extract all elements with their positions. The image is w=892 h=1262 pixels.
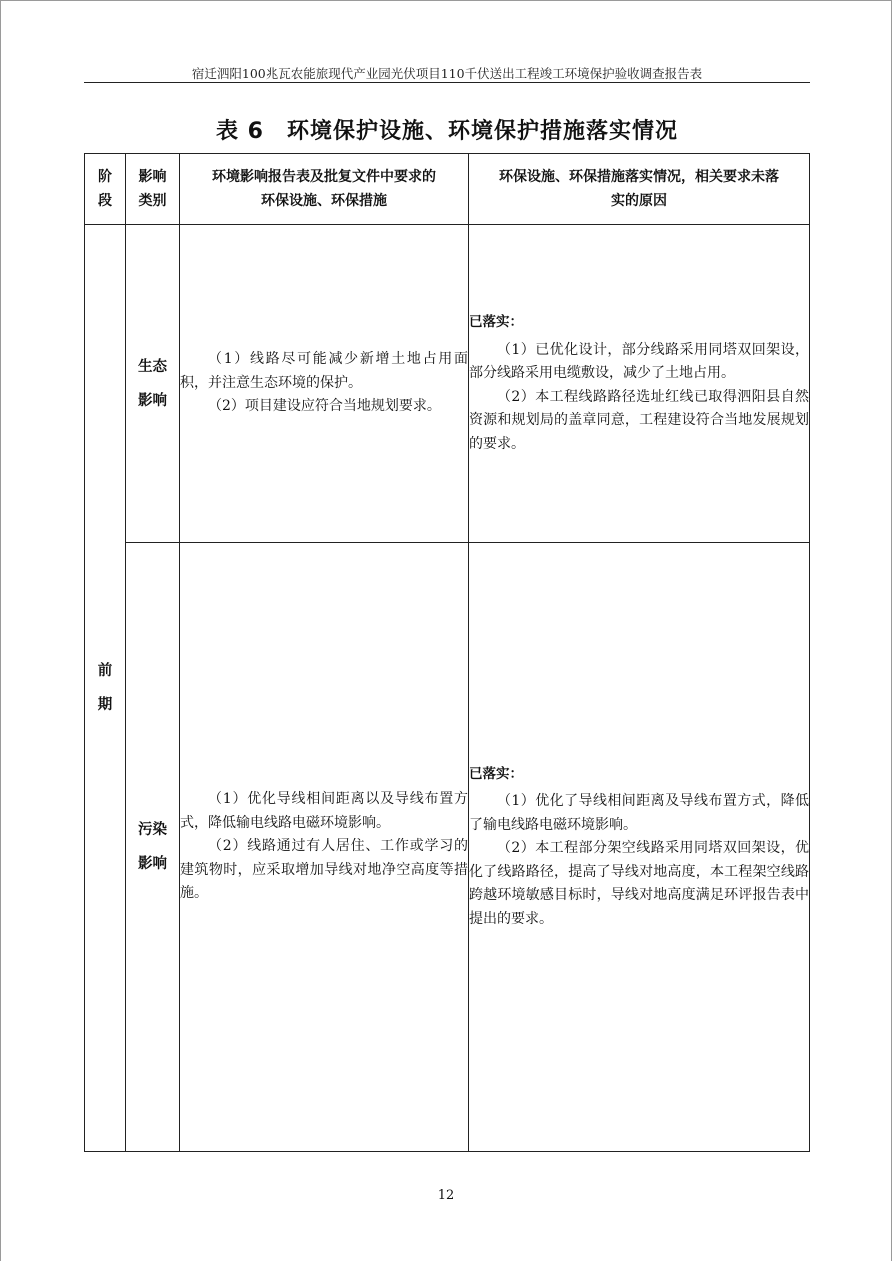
category-cell-ecological — [126, 225, 180, 543]
stage-cell — [85, 225, 126, 1152]
table-row — [85, 543, 810, 1152]
category-cell-pollution — [126, 543, 180, 1152]
status-label: 已落实： — [469, 765, 523, 782]
implementation-item: （2）本工程线路路径选址红线已取得泗阳县自然资源和规划局的盖章同意，工程建设符合当地发展规划的要求。 — [469, 388, 809, 452]
category-line-2: 影响 — [138, 392, 167, 409]
column-header-category-line-1: 影响 — [138, 169, 167, 185]
running-header: 宿迁泗阳100兆瓦农能旅现代产业园光伏项目110千伏送出工程竣工环境保护验收调查报告表 — [191, 66, 703, 81]
column-header-category-line-2: 类别 — [138, 193, 167, 209]
stage-line-2: 期 — [97, 697, 113, 713]
requirements-cell — [180, 543, 469, 1152]
column-header-stage-line-2: 段 — [98, 193, 112, 209]
column-header-implementation-line-1: 环保设施、环保措施落实情况，相关要求未落 — [499, 169, 779, 185]
header-rule — [84, 82, 810, 83]
implementation-item: （1）已优化设计，部分线路采用同塔双回架设，部分线路采用电缆敷设，减少了土地占用。 — [469, 341, 809, 381]
requirement-item: （1）优化导线相间距离以及导线布置方式，降低输电线路电磁环境影响。 — [180, 791, 468, 831]
requirements-cell — [180, 225, 469, 543]
page-number: 12 — [437, 1188, 455, 1203]
column-header-implementation-line-2: 实的原因 — [611, 193, 667, 209]
measures-table — [84, 153, 810, 1152]
implementation-item: （2）本工程部分架空线路采用同塔双回架设，优化了线路路径，提高了导线对地高度，本工程架空线路跨越环境敏感目标时，导线对地高度满足环评报告表中提出的要求。 — [469, 840, 809, 927]
column-header-requirements-line-1: 环境影响报告表及批复文件中要求的 — [212, 169, 436, 185]
column-header-category — [126, 154, 180, 225]
category-line-1: 污染 — [138, 822, 167, 838]
table-header-row — [85, 154, 810, 225]
column-header-implementation — [469, 154, 810, 225]
requirement-item: （1）线路尽可能减少新增土地占用面积，并注意生态环境的保护。 — [180, 351, 468, 391]
column-header-stage — [85, 154, 126, 225]
implementation-cell — [469, 225, 810, 543]
column-header-stage-line-1: 阶 — [98, 169, 112, 185]
stage-line-1: 前 — [97, 663, 113, 679]
requirement-item: （2）线路通过有人居住、工作或学习的建筑物时，应采取增加导线对地净空高度等措施。 — [180, 838, 468, 902]
column-header-requirements-line-2: 环保设施、环保措施 — [261, 193, 387, 209]
column-header-requirements — [180, 154, 469, 225]
requirement-item: （2）项目建设应符合当地规划要求。 — [208, 398, 441, 415]
category-line-2: 影响 — [138, 856, 167, 872]
implementation-cell — [469, 543, 810, 1152]
status-label: 已落实： — [469, 314, 523, 330]
implementation-item: （1）优化了导线相间距离及导线布置方式，降低了输电线路电磁环境影响。 — [469, 793, 809, 833]
table-title: 表 6 环境保护设施、环境保护措施落实情况 — [216, 119, 678, 144]
category-line-1: 生态 — [138, 358, 167, 375]
table-row — [85, 225, 810, 543]
